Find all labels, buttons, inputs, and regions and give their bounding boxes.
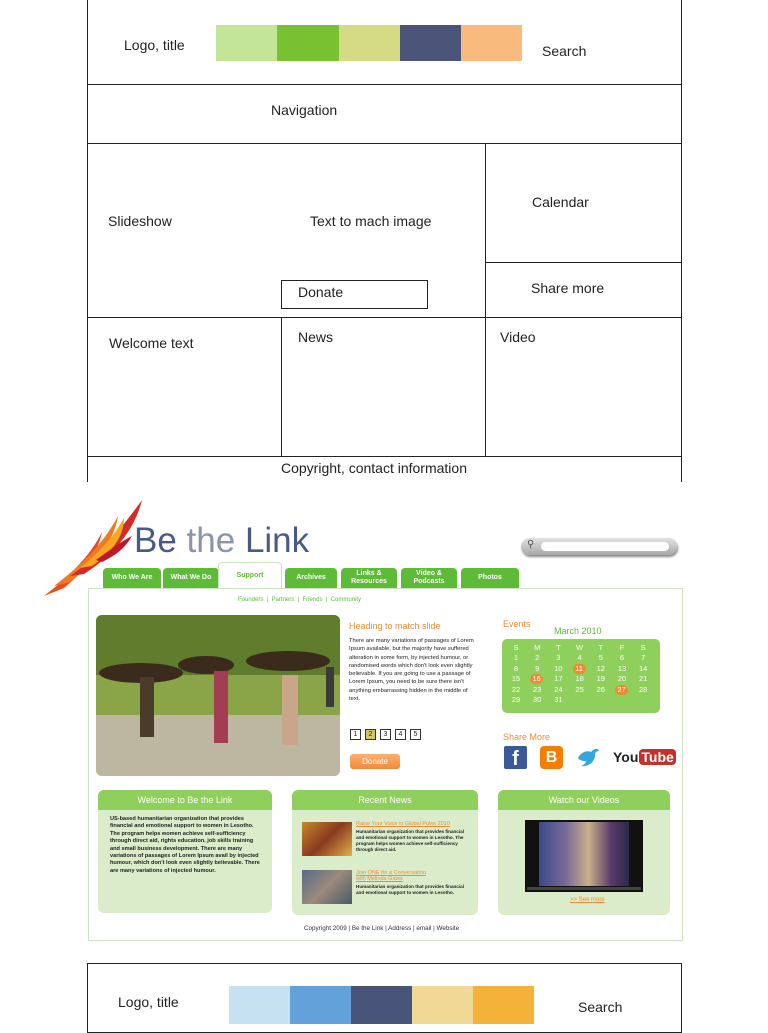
slide-heading: Heading to match slide	[349, 621, 441, 631]
welcome-panel	[98, 790, 272, 913]
calendar-day-header: T	[556, 643, 561, 652]
tab-label: What We Do	[170, 574, 212, 581]
calendar-day-header: T	[598, 643, 604, 652]
share-more-label: Share More	[503, 732, 551, 742]
tab-video-podcasts[interactable]	[401, 568, 457, 588]
slideshow-image[interactable]	[96, 615, 340, 776]
search-icon[interactable]: ⚲	[527, 539, 535, 550]
blogger-icon[interactable]: B	[540, 746, 563, 769]
calendar-date[interactable]: 3	[556, 653, 561, 662]
slide-page-2[interactable]: 2	[365, 729, 376, 740]
tab-label: Who We Are	[111, 574, 153, 581]
tab-label: Links & Resources	[351, 570, 387, 585]
swatch-2-4	[412, 986, 473, 1024]
calendar-day-header: M	[534, 643, 541, 652]
slideshow-label: Slideshow	[108, 213, 172, 229]
facebook-icon[interactable]: f	[504, 746, 527, 769]
youtube-icon[interactable]	[613, 746, 676, 768]
donate-button[interactable]: Donate	[350, 754, 400, 769]
news-thumb-1[interactable]	[302, 822, 352, 856]
slide-page-3[interactable]: 3	[380, 729, 391, 740]
youtube-tube: Tube	[641, 749, 674, 765]
donate-label: Donate	[298, 284, 344, 300]
logo-word-link: Link	[244, 521, 310, 560]
swatch-2-1	[229, 986, 290, 1024]
news-text-2: Humanitarian organization that provides financial and emotional support to women in Lesotho.	[356, 884, 464, 895]
calendar-label: Calendar	[532, 194, 589, 210]
calendar-date[interactable]: 27	[615, 685, 628, 695]
news-title: Recent News	[292, 790, 478, 810]
news-thumb-2[interactable]	[302, 870, 352, 904]
tab-label: Photos	[478, 574, 502, 581]
calendar-date[interactable]: 30	[533, 695, 542, 705]
welcome-label: Welcome text	[109, 335, 194, 351]
logo-word-the: the	[186, 521, 236, 560]
calendar-date[interactable]: 24	[554, 684, 563, 694]
video-player[interactable]	[525, 820, 643, 892]
calendar-date[interactable]: 4	[577, 653, 582, 662]
calendar-date[interactable]: 20	[617, 674, 627, 684]
slide-pager	[350, 729, 421, 740]
slide-page-1[interactable]: 1	[350, 729, 361, 740]
calendar-date[interactable]: 12	[596, 663, 605, 673]
calendar-date[interactable]: 31	[554, 695, 563, 705]
navigation-label: Navigation	[271, 102, 338, 118]
calendar-day-header: W	[576, 643, 584, 652]
news-label: News	[298, 329, 334, 345]
see-more-link[interactable]: >> See more	[570, 897, 605, 903]
calendar-date[interactable]: 7	[641, 653, 646, 662]
welcome-title: Welcome to Be the Link	[98, 790, 272, 810]
tab-links-resources[interactable]	[341, 568, 397, 588]
news-panel	[292, 790, 478, 915]
video-progress-bar[interactable]	[527, 887, 641, 890]
navigation-box	[87, 84, 682, 144]
calendar-date[interactable]: 2	[535, 653, 540, 662]
tab-label: Video & Podcasts	[413, 570, 445, 585]
logo-title-label-2: Logo, title	[118, 994, 179, 1010]
subnav[interactable]: Founders | Partners | Friends | Community	[238, 597, 362, 603]
swatch-2-5	[473, 986, 534, 1024]
news-text-1: Humanitarian organization that provides financial and emotional support to women in Lesotho. The program helps women achieve self-sufficiency through direct aid.	[356, 829, 464, 852]
video-frame-image	[539, 822, 629, 886]
tab-archives[interactable]	[285, 568, 337, 588]
calendar-date[interactable]: 9	[535, 663, 540, 673]
calendar-date[interactable]: 10	[554, 663, 563, 673]
logo-word-be: Be	[134, 521, 177, 560]
video-label: Video	[500, 329, 536, 345]
calendar-date[interactable]: 13	[617, 663, 627, 673]
welcome-text: US-based humanitarian organization that provides financial and emotional support to women in Lesotho. The program helps women achieve self-sufficiency through direct aid, rights education, job skills training and small business development. There are many variations of passages of Lorem Ipsum avail by injected humour, which don't look even slightly believable. There are many variations of injected humour.	[110, 816, 260, 874]
site-footer: Copyright 2009 | Be the Link | Address | email | Website	[304, 925, 460, 932]
events-label: Events	[503, 619, 531, 629]
calendar-date[interactable]: 6	[619, 653, 625, 662]
swatch-5	[461, 25, 522, 61]
calendar-month: March 2010	[554, 626, 602, 636]
swatch-2-3	[351, 986, 412, 1024]
swatch-3	[339, 25, 400, 61]
calendar-date[interactable]: 16	[530, 674, 543, 684]
search-label: Search	[542, 43, 587, 59]
calendar-day-header: S	[640, 643, 646, 652]
calendar-date[interactable]: 25	[575, 684, 584, 694]
videos-panel	[498, 790, 670, 915]
calendar-day-header: S	[513, 643, 519, 652]
calendar-date[interactable]: 14	[639, 663, 648, 673]
youtube-you: You	[613, 749, 639, 765]
calendar-date[interactable]: 26	[596, 684, 605, 694]
calendar-date[interactable]: 17	[554, 674, 563, 684]
calendar-date[interactable]: 1	[513, 653, 519, 662]
calendar-date[interactable]: 29	[511, 695, 521, 705]
color-palette	[216, 25, 522, 61]
slide-page-4[interactable]: 4	[395, 729, 406, 740]
news-headline-1[interactable]: Raise Your Voice in Global Pulse 2010	[356, 821, 450, 827]
swatch-2-2	[290, 986, 351, 1024]
calendar-date[interactable]: 21	[639, 674, 648, 684]
share-more-label: Share more	[531, 280, 605, 296]
slide-body-text: There are many variations of passages of Lorem Ipsum available, but the majority have suffered alteration in some form, by injected humour, or randomised words which don't look even slightly believable. If you are going to use a passage of Lorem Ipsum, you need to be sure there isn't anything embarrassing hidden in the middle of text.	[349, 638, 474, 703]
copyright-label: Copyright, contact information	[281, 460, 467, 476]
tab-support[interactable]	[218, 562, 282, 588]
calendar-date[interactable]: 19	[596, 674, 605, 684]
tab-label: Archives	[296, 574, 326, 581]
calendar-date[interactable]: 22	[511, 684, 521, 694]
calendar-date[interactable]: 23	[533, 684, 542, 694]
color-palette-2	[229, 986, 534, 1024]
text-to-match-label: Text to mach image	[310, 213, 432, 229]
calendar-grid	[502, 643, 660, 713]
calendar-date[interactable]: 18	[575, 674, 584, 684]
search-input-inner	[541, 542, 669, 551]
site-logo-text	[134, 521, 309, 561]
search-input[interactable]	[521, 538, 677, 555]
calendar-day-header: F	[619, 643, 625, 652]
tab-who-we-are[interactable]	[103, 568, 161, 588]
twitter-bird-icon[interactable]	[575, 744, 601, 770]
tab-what-we-do[interactable]	[163, 568, 219, 588]
calendar-date[interactable]: 11	[573, 664, 586, 674]
calendar-date[interactable]: 8	[513, 663, 519, 673]
logo-title-label: Logo, title	[124, 37, 185, 53]
swatch-4	[400, 25, 461, 61]
calendar-date[interactable]: 28	[639, 684, 648, 694]
calendar-date[interactable]: 15	[511, 674, 521, 684]
women-carrying-wood-illustration	[96, 615, 340, 776]
tab-label: Support	[236, 571, 264, 579]
videos-title: Watch our Videos	[498, 790, 670, 810]
swatch-1	[216, 25, 277, 61]
tab-photos[interactable]	[461, 568, 519, 588]
calendar-date[interactable]: 5	[598, 653, 603, 662]
news-headline-2[interactable]: Join ONE for a Conversation with Melinda Gates	[356, 870, 427, 882]
swatch-2	[277, 25, 339, 61]
search-label-2: Search	[578, 999, 623, 1015]
slide-page-5[interactable]: 5	[410, 729, 421, 740]
